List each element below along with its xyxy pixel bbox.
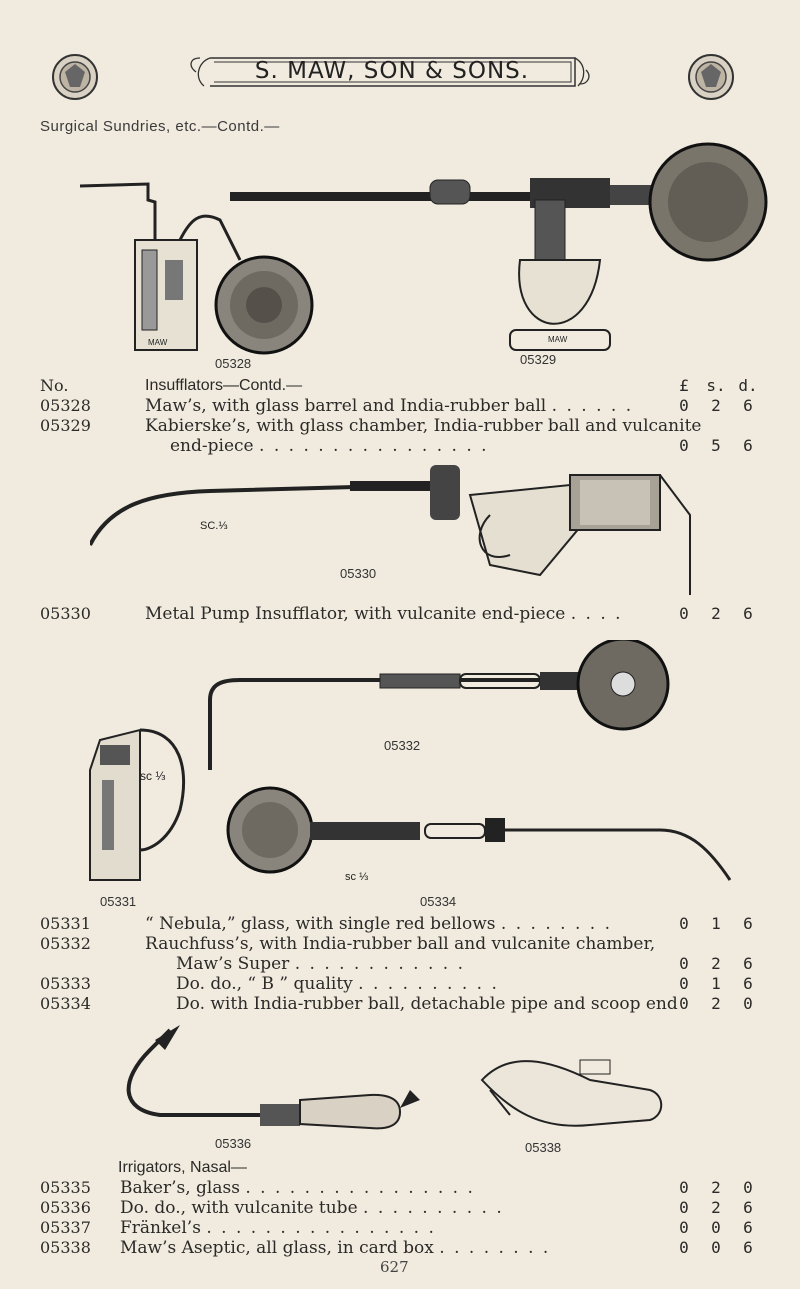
svg-text:MAW: MAW: [148, 338, 168, 347]
item-number: 05333: [40, 974, 91, 993]
item-price: 0 1 6: [679, 974, 753, 993]
pence-heading: d.: [738, 376, 758, 395]
column-no-heading: No.: [40, 376, 69, 395]
item-price: 0 0 6: [679, 1238, 753, 1257]
item-description: Maw’s, with glass barrel and India-rubber ball . . . . . .: [145, 396, 634, 416]
item-description: Maw’s Aseptic, all glass, in card box . . . . . . . .: [120, 1238, 551, 1258]
item-number: 05338: [40, 1238, 91, 1257]
item-description: “ Nebula,” glass, with single red bellows . . . . . . . .: [145, 914, 612, 934]
item-price: 0 2 6: [679, 954, 753, 973]
item-description: Rauchfuss’s, with India-rubber ball and vulcanite chamber,: [145, 934, 656, 954]
item-number: 05336: [40, 1198, 91, 1217]
item-number: 05331: [40, 914, 91, 933]
irrigators-heading: Irrigators, Nasal—: [118, 1159, 247, 1176]
item-price: 0 1 6: [679, 914, 753, 933]
figure-label-05332: 05332: [384, 738, 421, 753]
section-title: Surgical Sundries, etc.—Contd.—: [40, 118, 280, 135]
item-description-cont: Maw’s Super . . . . . . . . . . . .: [176, 954, 465, 974]
figure-label-05331: 05331: [100, 894, 137, 909]
item-number: 05332: [40, 934, 91, 953]
nebula-illustration: [40, 640, 740, 895]
coat-of-arms-left-icon: [50, 52, 100, 102]
item-description-cont: end-piece . . . . . . . . . . . . . . . .: [170, 436, 489, 456]
figure-label-05336: 05336: [215, 1136, 252, 1151]
pump-insufflator-illustration: [90, 455, 710, 605]
item-price: 0 0 6: [679, 1218, 753, 1237]
item-number: 05329: [40, 416, 91, 435]
item-number: 05328: [40, 396, 91, 415]
item-description: Baker’s, glass . . . . . . . . . . . . . . . .: [120, 1178, 475, 1198]
item-description: Do. with India-rubber ball, detachable pipe and scoop end: [176, 994, 678, 1014]
page-number: 627: [380, 1258, 409, 1276]
svg-text:sc ⅓: sc ⅓: [140, 769, 166, 783]
figure-label-05330: 05330: [340, 566, 377, 581]
item-description: Metal Pump Insufflator, with vulcanite end-piece . . . .: [145, 604, 623, 624]
coat-of-arms-right-icon: [686, 52, 736, 102]
item-price: 0 2 0: [679, 1178, 753, 1197]
item-number: 05330: [40, 604, 91, 623]
item-price: 0 5 6: [679, 436, 753, 455]
svg-text:sc ⅓: sc ⅓: [345, 871, 369, 883]
shillings-heading: s.: [706, 376, 726, 395]
item-number: 05335: [40, 1178, 91, 1197]
page-title: S. MAW, SON & SONS.: [254, 58, 530, 84]
item-price: 0 2 0: [679, 994, 753, 1013]
item-price: 0 2 6: [679, 604, 753, 623]
price-column-headings: [671, 376, 761, 396]
svg-text:MAW: MAW: [548, 335, 568, 344]
figure-label-05334: 05334: [420, 894, 457, 909]
nasal-irrigator-illustration: [110, 1020, 680, 1145]
figure-label-05329: 05329: [520, 352, 557, 367]
item-number: 05334: [40, 994, 91, 1013]
insufflator-illustration-1: [70, 140, 770, 365]
item-description: Kabierske’s, with glass chamber, India-rubber ball and vulcanite: [145, 416, 702, 436]
item-price: 0 2 6: [679, 396, 753, 415]
item-description: Do. do., “ B ” quality . . . . . . . . . .: [176, 974, 499, 994]
figure-label-05328: 05328: [215, 356, 252, 371]
item-description: Fränkel’s . . . . . . . . . . . . . . . .: [120, 1218, 436, 1238]
figure-label-05338: 05338: [525, 1140, 562, 1155]
item-number: 05337: [40, 1218, 91, 1237]
pounds-heading: £: [679, 376, 689, 395]
svg-text:SC.⅓: SC.⅓: [200, 520, 228, 532]
item-price: 0 2 6: [679, 1198, 753, 1217]
insufflators-heading: Insufflators—Contd.—: [145, 377, 303, 394]
item-description: Do. do., with vulcanite tube . . . . . . . . . .: [120, 1198, 504, 1218]
